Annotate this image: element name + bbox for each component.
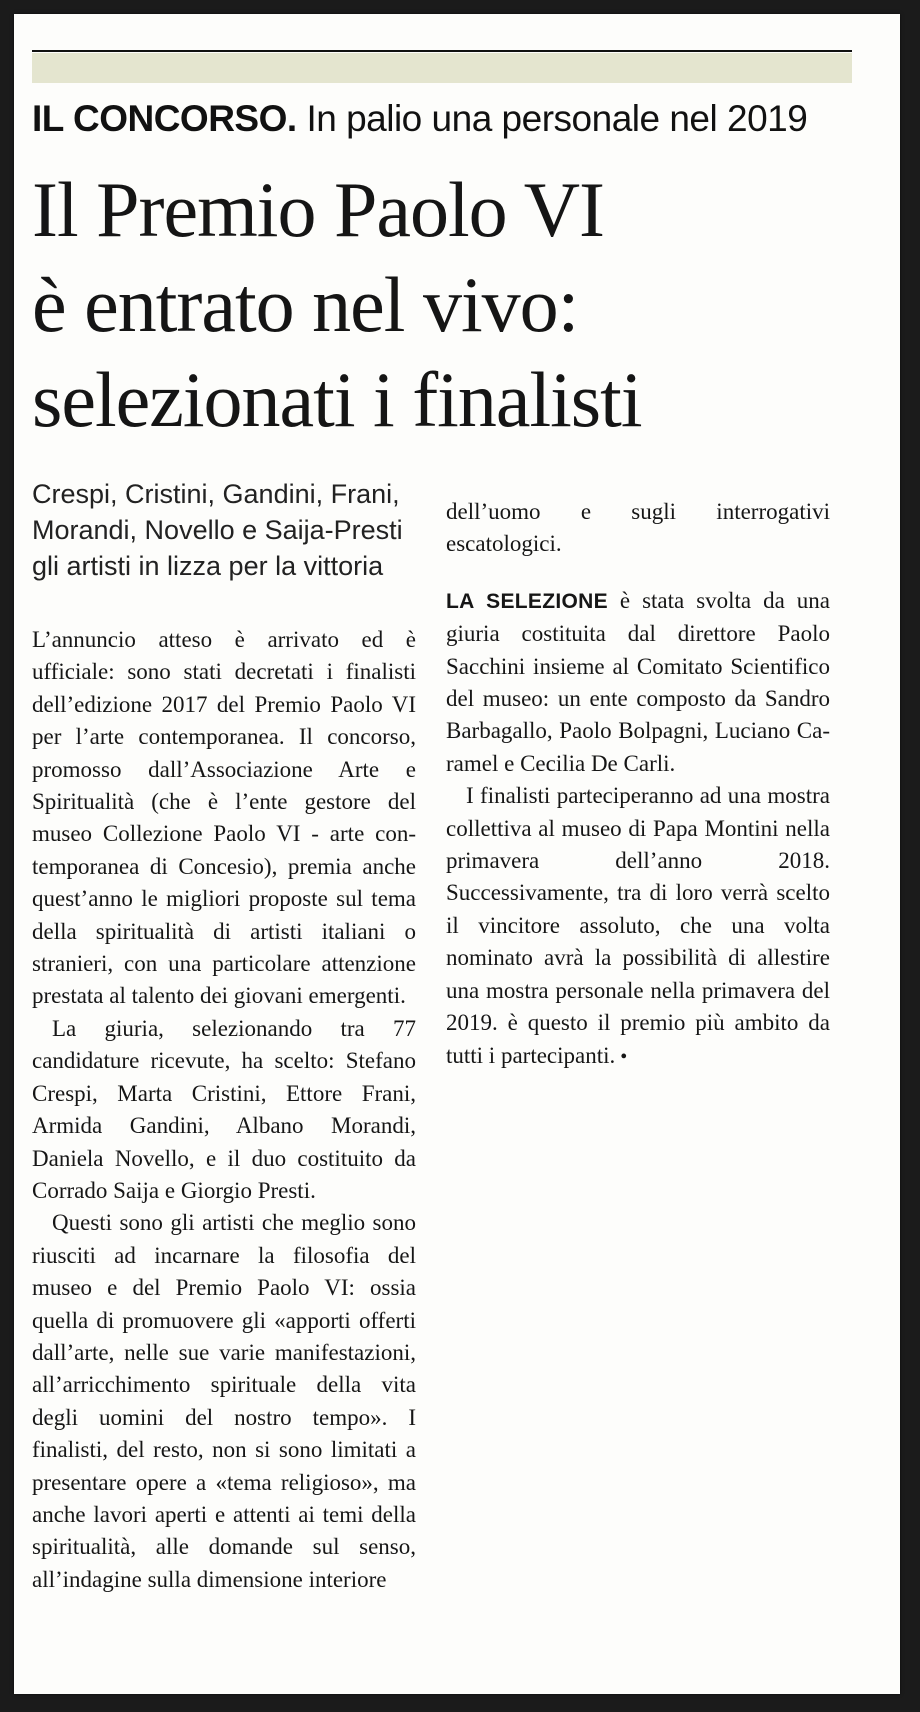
headline-line-2: è entrato nel vivo: — [32, 261, 579, 348]
end-mark: • — [615, 1045, 628, 1068]
body-paragraph-2: La giuria, selezionando tra 77 candidature ricevute, ha scelto: Stefano Crespi, Marta Cristini, Ettore Frani, Armida Gandini, Albano Morandi, Daniela Novello, e il duo costituito da Corrado Saija e Giorgio Presti. — [32, 1015, 416, 1203]
headline-line-3: selezionati i finalisti — [32, 356, 642, 443]
body-paragraph-5 — [446, 780, 830, 1073]
kicker-text: In palio una personale nel 2019 — [306, 98, 808, 139]
newspaper-clipping — [14, 14, 900, 1694]
body-paragraph-3-continued: dell’uomo e sugli interrogativi escatologici. — [446, 499, 830, 557]
kicker-label: IL CONCORSO. — [32, 98, 297, 139]
headline-line-1: Il Premio Paolo VI — [32, 166, 605, 253]
top-rule — [32, 50, 852, 52]
body-paragraph-4 — [446, 585, 830, 780]
body-paragraph-3 — [32, 1207, 416, 1596]
top-color-band — [32, 53, 852, 83]
body-paragraph-1: L’annuncio atteso è arrivato ed è ufficiale: sono stati decretati i finalisti dell’edizione 2017 del Premio Paolo VI per l’arte contemporanea. Il concorso, promosso dall’Associazione Arte e Spiritualità (che è l’ente gestore del museo Collezione Paolo VI - arte contemporanea di Concesio), premia anche quest’anno le migliori proposte sul tema della spiritualità di artisti italiani o stranieri, con una particolare attenzione prestata al talento dei giovani emergenti. — [32, 627, 416, 1009]
body-paragraph-5-text: I finalisti parteciperanno ad una mostra collettiva al museo di Papa Montini nella primavera dell’anno 2018. Successivamente, tra di loro verrà scelto il vincitore assoluto, che una volta nominato avrà la possibilità di allestire una mostra personale nella primavera del 2019. è questo il premio più ambito da tutti i partecipanti. — [446, 783, 830, 1068]
body-paragraph-3-text: Questi sono gli artisti che meglio sono riusciti ad incarnare la filosofia del museo e del Premio Paolo VI: ossia quella di promuovere gli «apporti offerti dall’arte, nelle sue varie manifestazioni, all’arricchimento spirituale della vita degli uomini del nostro tempo». I finalisti, del resto, non si sono limitati a presentare opere a «tema religioso», ma anche lavori aperti e attenti ai temi della spiritualità, alle domande sul senso, all’indagine sulla dimensione interiore — [32, 1210, 416, 1592]
headline — [32, 162, 872, 447]
article-column-right — [446, 496, 830, 1073]
article-summary: Crespi, Cristini, Gandini, Frani, Morandi, Novello e Saija-Presti gli artisti in lizza per la vittoria — [32, 479, 403, 581]
section-lead-in: LA SELEZIONE — [446, 589, 608, 613]
article-column-left — [32, 476, 416, 1596]
kicker — [32, 96, 872, 142]
body-paragraph-4-text: è stata svolta da una giuria costituita dal direttore Paolo Sacchini insieme al Comitato Scientifico del museo: un ente composto da Sandro Barbagallo, Paolo Bolpagni, Luciano Caramel e Cecilia De Carli. — [446, 587, 831, 776]
